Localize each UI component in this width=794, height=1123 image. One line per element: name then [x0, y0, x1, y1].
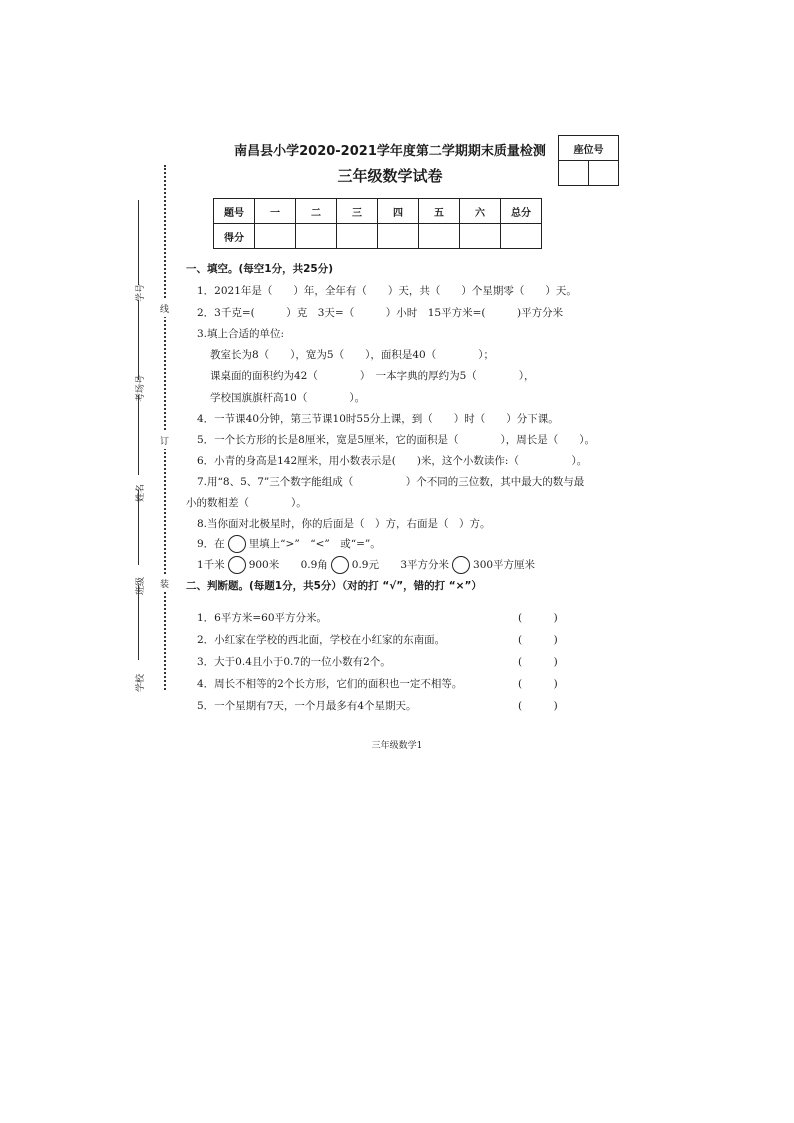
question-9: [197, 535, 381, 553]
field-line: [138, 395, 139, 475]
score-cell: [501, 224, 542, 249]
section2-heading: 二、判断题。(每题1分，共5分）（对的打 “√”，错的打 “×”）: [186, 580, 482, 592]
compare-circle-icon[interactable]: [331, 556, 349, 574]
page-footer: 三年级数学1: [371, 741, 423, 751]
binding-mark-xian: 线: [160, 300, 169, 317]
answer-paren[interactable]: ( ): [518, 700, 558, 712]
field-label: 考场号: [136, 374, 146, 402]
answer-paren[interactable]: ( ): [518, 634, 558, 646]
score-header-cell: 总分: [501, 199, 542, 224]
compare-circle-icon[interactable]: [228, 556, 246, 574]
field-school: [128, 612, 146, 692]
score-header-cell: 六: [460, 199, 501, 224]
question-line: 8.当你面对北极星时，你的后面是（ ）方，右面是（ ）方。: [197, 518, 491, 530]
seat-number-label: 座位号: [559, 136, 619, 161]
seat-cell: [589, 161, 619, 186]
question-line: 2．3千克=( ）克 3天=（ ）小时 15平方米=( )平方分米: [197, 307, 564, 319]
binding-dotted-line: [164, 165, 166, 690]
binding-mark-zhuang: 装: [160, 575, 169, 592]
judgment-item: 3．大于0.4且小于0.7的一位小数有2个。: [197, 656, 391, 668]
q9-suffix: 里填上“>” “<” 或“=”。: [248, 538, 381, 550]
field-line: [138, 585, 139, 660]
question-line: 小的数相差（ ）。: [186, 497, 307, 509]
q9-items: [197, 556, 535, 574]
question-line: 7.用“8、5、7”三个数字能组成（ ）个不同的三位数，其中最大的数与最: [197, 476, 585, 488]
judgment-item: 2．小红家在学校的西北面，学校在小红家的东南面。: [197, 634, 446, 646]
binding-mark-ding: 订: [160, 432, 169, 449]
score-cell: [378, 224, 419, 249]
q9-left: 1千米: [197, 559, 225, 571]
score-value-row: [214, 224, 542, 249]
judgment-item: 1．6平方米=60平方分米。: [197, 612, 328, 624]
answer-paren[interactable]: ( ): [518, 656, 558, 668]
score-row-label: 得分: [214, 224, 255, 249]
question-line: 3.填上合适的单位:: [197, 328, 285, 340]
seat-cell: [559, 161, 589, 186]
field-label: 学校: [136, 673, 146, 692]
score-cell: [460, 224, 501, 249]
question-line: 1．2021年是（ ）年，全年有（ ）天，共（ ）个星期零（ ）天。: [197, 285, 577, 297]
field-student-id: [128, 222, 146, 302]
score-table: [213, 198, 542, 249]
section1-heading: 一、填空。(每空1分，共25分): [186, 263, 334, 275]
question-line: 教室长为8（ ），宽为5（ ），面积是40（ ）；: [210, 349, 494, 361]
q9-left: 3平方分米: [400, 559, 450, 571]
answer-paren[interactable]: ( ): [518, 678, 558, 690]
field-line: [138, 200, 139, 285]
exam-title: 南昌县小学2020-2021学年度第二学期期末质量检测: [234, 144, 546, 159]
field-line: [138, 300, 139, 380]
score-header-cell: 四: [378, 199, 419, 224]
question-line: 4．一节课40分钟，第三节课10时55分上课，到（ ）时（ ）分下课。: [197, 413, 559, 425]
field-class: [128, 515, 146, 595]
score-cell: [296, 224, 337, 249]
score-cell: [419, 224, 460, 249]
score-header-cell: 二: [296, 199, 337, 224]
compare-circle-icon: [228, 535, 246, 553]
score-header-cell: 一: [255, 199, 296, 224]
q9-right: 900米: [248, 559, 280, 571]
q9-right: 300平方厘米: [473, 559, 536, 571]
score-header-cell: 五: [419, 199, 460, 224]
question-line: 5．一个长方形的长是8厘米，宽是5厘米，它的面积是（ ），周长是（ ）。: [197, 434, 596, 446]
field-name: [128, 422, 146, 502]
compare-circle-icon[interactable]: [452, 556, 470, 574]
question-line: 学校国旗旗杆高10（ ）。: [210, 392, 366, 404]
field-label: 姓名: [136, 483, 146, 502]
q9-left: 0.9角: [300, 559, 328, 571]
exam-subtitle: 三年级数学试卷: [337, 167, 443, 185]
field-exam-room: [128, 322, 146, 402]
field-line: [138, 490, 139, 565]
seat-number-box: [558, 135, 619, 186]
judgment-item: 4．周长不相等的2个长方形，它们的面积也一定不相等。: [197, 678, 463, 690]
score-header-cell: 题号: [214, 199, 255, 224]
judgment-item: 5．一个星期有7天，一个月最多有4个星期天。: [197, 700, 417, 712]
score-header-cell: 三: [337, 199, 378, 224]
score-cell: [255, 224, 296, 249]
q9-right: 0.9元: [351, 559, 379, 571]
question-line: 课桌面的面积约为42（ ） 一本字典的厚约为5（ ），: [210, 370, 535, 382]
question-line: 6．小青的身高是142厘米，用小数表示是( )米，这个小数读作:（ ）。: [197, 455, 588, 467]
answer-paren[interactable]: ( ): [518, 612, 558, 624]
score-header-row: [214, 199, 542, 224]
field-label: 学号: [136, 283, 146, 302]
field-label: 班级: [136, 576, 146, 595]
q9-prefix: 9．在: [197, 538, 225, 550]
score-cell: [337, 224, 378, 249]
